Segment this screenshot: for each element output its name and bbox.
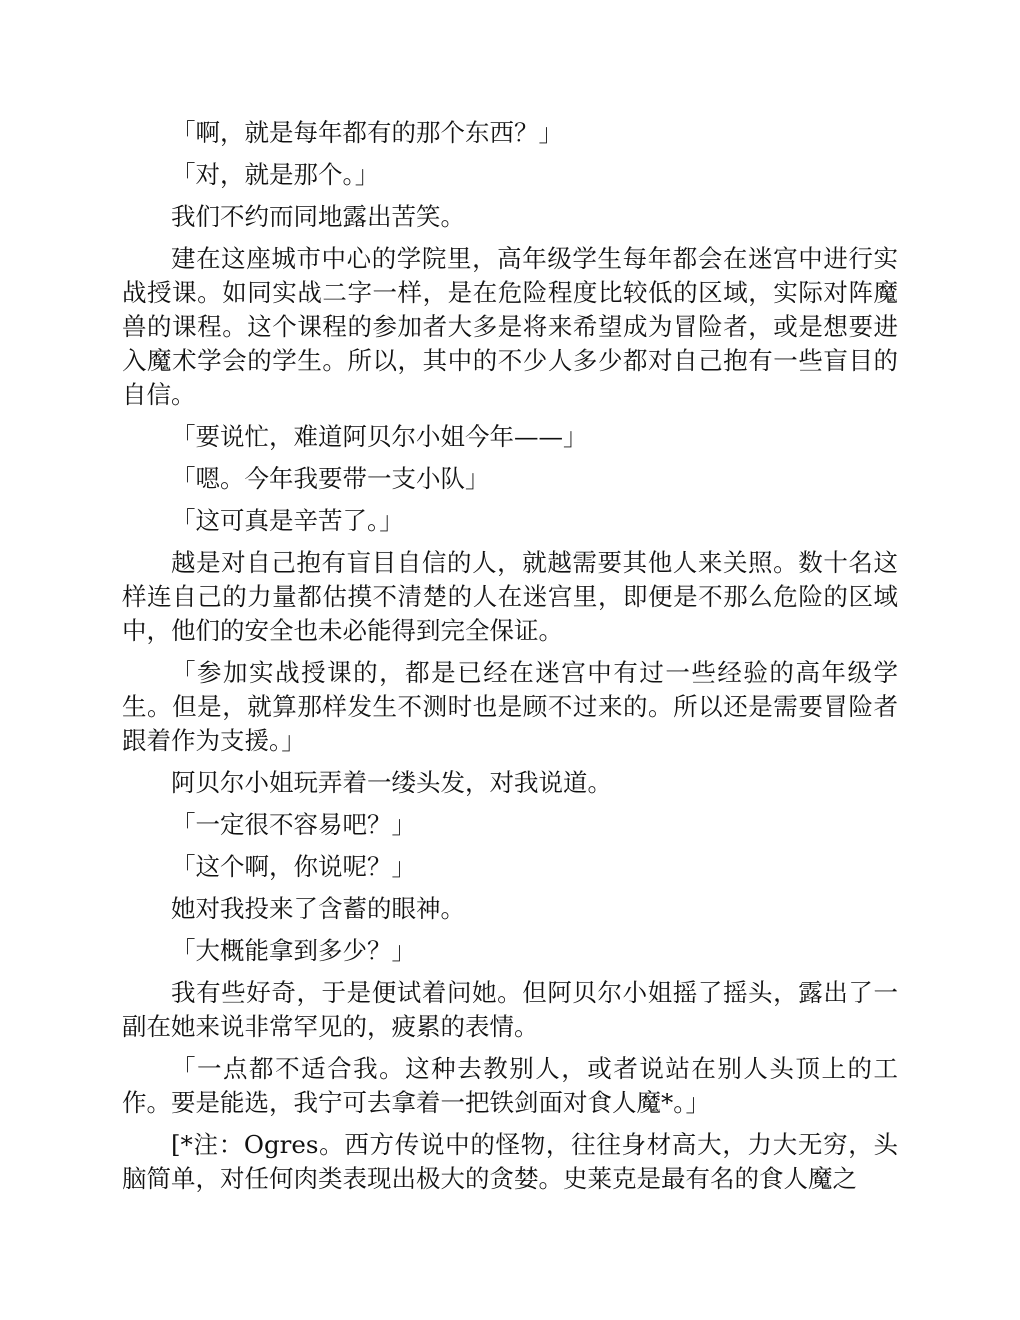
paragraph-14: 「大概能拿到多少？」 [171, 936, 416, 965]
paragraph-13: 她对我投来了含蓄的眼神。 [171, 894, 465, 923]
paragraph-11: 「一定很不容易吧？」 [171, 810, 416, 839]
document-page [122, 116, 898, 1204]
paragraph-4: 建在这座城市中心的学院里，高年级学生每年都会在迷宫中进行实战授课。如同实战二字一样，是在危险程度比较低的区域，实际对阵魔兽的课程。这个课程的参加者大多是将来希望成为冒险者，或是想要进入魔术学会的学生。所以，其中的不少人多少都对自己抱有一些盲目的自信。 [122, 244, 898, 409]
paragraph-9: 「参加实战授课的，都是已经在迷宫中有过一些经验的高年级学生。但是，就算那样发生不测时也是顾不过来的。所以还是需要冒险者跟着作为支援。」 [122, 658, 898, 755]
footnote: [*注：Ogres。西方传说中的怪物，往往身材高大，力大无穷，头脑简单，对任何肉类表现出极大的贪婪。史莱克是最有名的食人魔之 [122, 1130, 898, 1193]
paragraph-7: 「这可真是辛苦了。」 [171, 506, 404, 535]
paragraph-2: 「对，就是那个。」 [171, 160, 380, 189]
paragraph-8: 越是对自己抱有盲目自信的人，就越需要其他人来关照。数十名这样连自己的力量都估摸不清楚的人在迷宫里，即便是不那么危险的区域中，他们的安全也未必能得到完全保证。 [122, 548, 898, 645]
paragraph-15: 我有些好奇，于是便试着问她。但阿贝尔小姐摇了摇头，露出了一副在她来说非常罕见的，疲累的表情。 [122, 978, 898, 1041]
paragraph-12: 「这个啊，你说呢？」 [171, 852, 416, 881]
paragraph-1: 「啊，就是每年都有的那个东西？」 [171, 118, 563, 147]
paragraph-6: 「嗯。今年我要带一支小队」 [171, 464, 490, 493]
paragraph-10: 阿贝尔小姐玩弄着一缕头发，对我说道。 [171, 768, 612, 797]
paragraph-5: 「要说忙，难道阿贝尔小姐今年——」 [171, 422, 588, 451]
paragraph-16: 「一点都不适合我。这种去教别人，或者说站在别人头顶上的工作。要是能选，我宁可去拿着一把铁剑面对食人魔*。」 [122, 1054, 898, 1117]
paragraph-3: 我们不约而同地露出苦笑。 [171, 202, 465, 231]
